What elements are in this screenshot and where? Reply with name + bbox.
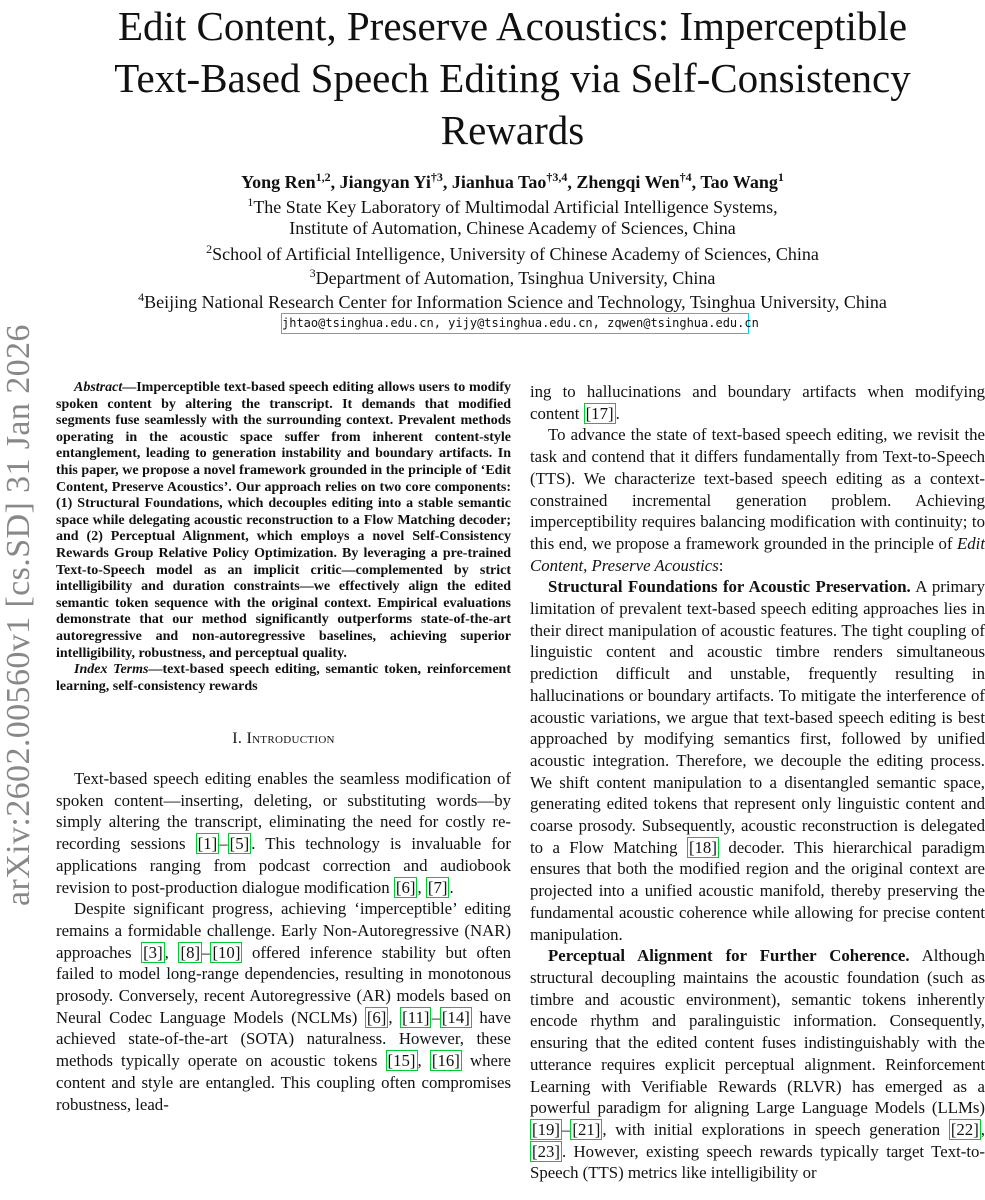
affiliation-sup: 3 [309, 266, 316, 280]
author-sup: †3 [430, 170, 443, 184]
author-name: Jiangyan Yi [339, 172, 431, 192]
text-run: where content and style are entangled. This coupling often compromises robustness, lead- [56, 1051, 511, 1114]
text-run: . This technology is invaluable for applications ranging from podcast correction and audiobook revision to post-production dialogue modification [56, 834, 511, 897]
citation-link[interactable]: [23] [532, 1141, 560, 1161]
citation-link[interactable]: [21] [572, 1119, 601, 1139]
affiliation [40, 266, 985, 289]
section-title: Introduction [246, 730, 335, 748]
title-line: Rewards [440, 107, 585, 153]
title-line: Edit Content, Preserve Acoustics: Imperceptible [117, 3, 908, 49]
section-numeral: I. [232, 730, 243, 748]
citation-link[interactable]: [5] [229, 834, 250, 854]
text-run: , with initial explorations in speech generation [602, 1119, 949, 1139]
body-paragraph [530, 381, 985, 424]
text-run: , [164, 942, 179, 962]
text-run: – [431, 1007, 440, 1027]
text-run: . However, existing speech rewards typically target Text-to-Speech (TTS) metrics like intelligibility or [530, 1141, 985, 1183]
paragraph-heading: Structural Foundations for Acoustic Preservation. [548, 577, 911, 597]
text-run: Despite significant progress, achieving ‘imperceptible’ editing remains a formidable challenge. Early Non-Autoregressive (NAR) approaches [56, 899, 511, 962]
citation-link[interactable]: [7] [427, 877, 448, 897]
text-run: ing to hallucinations and boundary artifacts when modifying content [530, 382, 985, 423]
text-run: Although structural decoupling maintains the acoustic foundation (such as timbre and acoustic environment), semantic tokens inherently encode rhythm and paralinguistic information. Consequently, ensuring that the edited content fuses indistinguishably with the utterance requires explicit perceptual alignment. Reinforcement Learning with Verifiable Rewards (RLVR) has emerged as a powerful paradigm for aligning Large Language Models (LLMs) [530, 946, 985, 1118]
citation-link[interactable]: [15] [387, 1051, 416, 1071]
affiliation-text: Department of Automation, Tsinghua University, China [315, 268, 716, 288]
text-run: . [449, 877, 454, 897]
text-run: : [718, 555, 724, 575]
text-run: offered inference stability but often failed to model long-range dependencies, resulting in monotonous prosody. Conversely, recent Autoregressive (AR) models based on Neural Codec Language Models (NCLMs) [56, 942, 512, 1027]
body-paragraph [530, 576, 985, 945]
intro-paragraph [56, 768, 511, 898]
index-terms-text: —text-based speech editing, semantic token, reinforcement learning, self-consistency rewards [56, 662, 511, 694]
abstract-label: Abstract [74, 380, 123, 395]
text-run: , [417, 877, 426, 897]
author-name: Yong Ren [241, 172, 316, 192]
citation-link[interactable]: [11] [402, 1007, 430, 1027]
paper-title [40, 0, 985, 156]
text-run: – [219, 834, 228, 854]
abstract-text: —Imperceptible text-based speech editing allows users to modify spoken content by altering the transcript. It demands that modified segments fuse seamlessly with the surrounding context. Prevalent methods operating in the acoustic space suffer from inherent content-style entanglement, leading to generation instability and boundary artifacts. In this paper, we propose a novel framework grounded in the principle of ‘Edit Content, Preserve Acoustics’. Our approach relies on two core components: (1) Structural Foundations, which decouples editing into a stable semantic space while delegating acoustic reconstruction to a Flow Matching decoder; and (2) Perceptual Alignment, which employs a novel Self-Consistency Rewards Group Relative Policy Optimization. By leveraging a pre-trained Text-to-Speech model as an implicit critic—complemented by strict intelligibility and duration constraints—we effectively align the edited semantic token sequence with the original context. Empirical evaluations demonstrate that our method significantly outperforms state-of-the-art autoregressive and non-autoregressive baselines, achieving superior intelligibility, robustness, and perceptual quality. [56, 380, 511, 661]
text-run: . [615, 403, 620, 423]
principle-emphasis: Edit Content, Preserve Acoustics [530, 533, 985, 575]
section-heading [56, 728, 511, 750]
text-run: decoder. This hierarchical paradigm ensures that both the modified region and the original context are projected into a unified acoustic manifold, thereby preserving the fundamental acoustic coherence while allowing for precise content manipulation. [530, 837, 985, 944]
affiliation-text: Institute of Automation, Chinese Academy of Sciences, China [289, 218, 736, 238]
citation-link[interactable]: [6] [366, 1007, 387, 1027]
author-sup: 1,2 [315, 170, 331, 184]
text-run: A primary limitation of prevalent text-based speech editing approaches lies in their direct manipulation of acoustic features. The tight coupling of linguistic content and acoustic timbre renders simultaneous prediction difficult and unstable, frequently resulting in hallucinations or boundary artifacts. To mitigate the interference of acoustic variations, we argue that text-based speech editing is best approached by modifying semantics first, followed by unified acoustic integration. Therefore, we decouple the editing process. We shift content manipulation to a disentangled semantic space, generating edited tokens that represent only linguistic content and coarse prosody. Subsequently, acoustic reconstruction is delegated to a Flow Matching [530, 577, 985, 857]
author-name: Tao Wang [700, 172, 778, 192]
citation-link[interactable]: [6] [395, 877, 416, 897]
arxiv-identifier: arXiv:2602.00560v1 [cs.SD] 31 Jan 2026 [0, 324, 37, 906]
affiliation-sup: 1 [247, 195, 254, 209]
author-list: Yong Ren$^{1,2}$, Jiangyan Yi$^{\dagger 3}$, Jianhua Tao$^{\dagger 3,4}$, Zhengqi Wen$^{\dagger 4}$, Tao Wang$^1$ [241, 170, 784, 192]
text-run: To advance the state of text-based speech editing, we revisit the task and contend that it differs fundamentally from Text-to-Speech (TTS). We characterize text-based speech editing as a context-constrained incremental generation problem. Achieving imperceptibility requires balancing modification with continuity; to this end, we propose a framework grounded in the principle of [530, 425, 985, 553]
citation-link[interactable]: [8] [180, 942, 201, 962]
abstract [56, 380, 511, 662]
affiliation [40, 290, 985, 313]
left-column [56, 380, 511, 1115]
affiliation [40, 242, 985, 265]
author-name: Jianhua Tao [451, 172, 547, 192]
affiliation-text: The State Key Laboratory of Multimodal Artificial Intelligence Systems, [253, 197, 778, 217]
index-terms [56, 662, 511, 695]
citation-link[interactable]: [3] [143, 942, 163, 962]
text-run: , [980, 1119, 985, 1139]
right-column [530, 381, 985, 1184]
affiliation-sup: 4 [138, 290, 145, 304]
citation-link[interactable]: [14] [441, 1007, 470, 1027]
body-paragraph [530, 424, 985, 576]
title-line: Text-Based Speech Editing via Self-Consistency [114, 55, 911, 101]
text-run: have achieved state-of-the-art (SOTA) naturalness. However, these methods typically operate on acoustic tokens [56, 1007, 512, 1071]
affiliation-sup: 2 [206, 242, 213, 256]
email-link[interactable]: jhtao@tsinghua.edu.cn, yijy@tsinghua.edu.cn, zqwen@tsinghua.edu.cn [281, 313, 749, 334]
citation-link[interactable]: [18] [688, 837, 717, 857]
paragraph-heading: Perceptual Alignment for Further Coherence. [548, 946, 910, 966]
text-run: Text-based speech editing enables the seamless modification of spoken content—inserting, deleting, or substituting words—by simply altering the transcript, eliminating the need for costly re-recording sessions [56, 768, 511, 854]
citation-link[interactable]: [1] [197, 834, 218, 854]
affiliation [40, 218, 985, 239]
body-paragraph [530, 945, 985, 1184]
citation-link[interactable]: [17] [585, 403, 614, 423]
intro-paragraph [56, 898, 511, 1115]
text-run: , [417, 1051, 430, 1071]
affiliation-text: School of Artificial Intelligence, University of Chinese Academy of Sciences, China [212, 244, 819, 264]
author-name: Zhengqi Wen [576, 172, 680, 192]
affiliation [40, 195, 985, 218]
text-run: , [388, 1007, 401, 1027]
author-sup: 1 [777, 170, 784, 184]
citation-link[interactable]: [10] [212, 942, 241, 962]
affiliation-text: Beijing National Research Center for Information Science and Technology, Tsinghua University, China [144, 292, 887, 312]
citation-link[interactable]: [22] [950, 1119, 979, 1139]
text-run: – [561, 1119, 571, 1139]
citation-link[interactable]: [16] [431, 1051, 460, 1071]
index-terms-label: Index Terms [74, 662, 149, 678]
text-run: – [202, 942, 211, 962]
author-sup: †4 [679, 170, 692, 184]
citation-link[interactable]: [19] [532, 1119, 560, 1139]
author-sup: †3,4 [546, 170, 568, 184]
